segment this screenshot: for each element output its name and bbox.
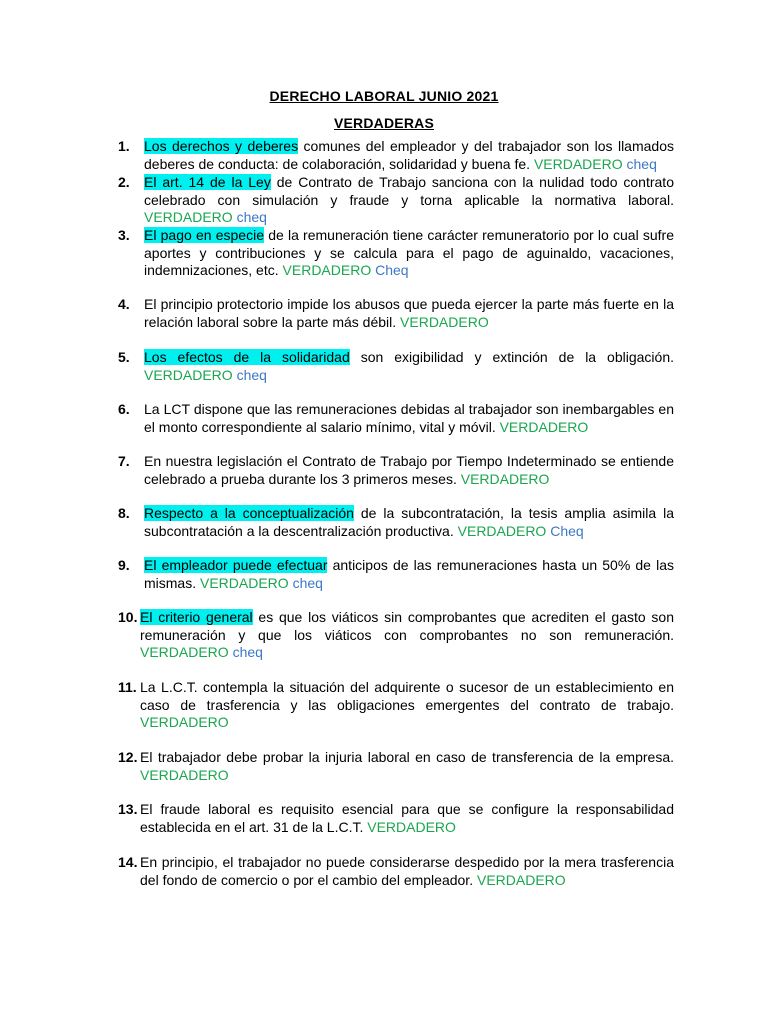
highlighted-text: Los derechos y deberes — [144, 138, 299, 154]
item-number: 2. — [118, 174, 130, 190]
item-text: La L.C.T. contempla la situación del adquirente o sucesor de un establecimiento en caso de trasferencia y las obligaciones emergentes del contrato de trabajo. — [140, 679, 674, 713]
item-text: En principio, el trabajador no puede considerarse despedido por la mera trasferencia del fondo de comercio o por el cambio del empleador. — [140, 854, 674, 888]
item-text: de la remuneración tiene carácter remuneratorio por lo cual sufre aportes y contribuciones y se calcula para el pago de aguinaldo, vacaciones, indemnizaciones, etc. — [144, 227, 675, 279]
item-number: 7. — [118, 453, 130, 469]
item-number: 5. — [118, 349, 130, 365]
list-item — [118, 609, 674, 662]
answer-label: VERDADERO — [282, 262, 372, 279]
item-number: 6. — [118, 401, 130, 417]
list-item — [118, 296, 674, 331]
check-note: cheq — [232, 209, 267, 226]
list-item — [118, 557, 674, 592]
highlighted-text: Respecto a la conceptualización — [144, 505, 354, 521]
item-text: La LCT dispone que las remuneraciones debidas al trabajador son inembargables en el monto correspondiente al salario mínimo, vital y móvil. — [144, 401, 674, 435]
answer-label: VERDADERO — [499, 418, 589, 435]
list-item — [118, 349, 674, 384]
check-note: cheq — [288, 574, 323, 591]
highlighted-text: Los efectos de la solidaridad — [144, 349, 350, 365]
check-note: cheq — [232, 366, 267, 383]
item-text: El principio protectorio impide los abusos que pueda ejercer la parte más fuerte en la relación laboral sobre la parte más débil. — [144, 296, 674, 330]
item-text: de Contrato de Trabajo sanciona con la nulidad todo contrato celebrado con simulación y fraude y torna aplicable la normativa laboral. — [144, 174, 674, 208]
section-heading: VERDADERAS — [333, 115, 434, 131]
document-title: DERECHO LABORAL JUNIO 2021 — [269, 88, 499, 104]
answer-label: VERDADERO — [140, 714, 229, 731]
answer-label: VERDADERO — [457, 522, 547, 539]
item-text: son exigibilidad y extinción de la obligación. — [349, 349, 674, 365]
check-note: Cheq — [546, 522, 584, 539]
list-item — [118, 174, 674, 227]
item-number: 4. — [118, 296, 130, 312]
answer-label: VERDADERO — [460, 470, 550, 487]
item-number: 11. — [118, 679, 137, 695]
answer-label: VERDADERO — [533, 155, 623, 172]
item-text: En nuestra legislación el Contrato de Trabajo por Tiempo Indeterminado se entiende celebrado a prueba durante los 3 primeros meses. — [144, 453, 674, 487]
list-item — [118, 227, 674, 280]
check-note: Cheq — [371, 262, 409, 279]
answer-label: VERDADERO — [140, 766, 229, 783]
highlighted-text: El pago en especie — [144, 227, 264, 243]
answer-label: VERDADERO — [144, 209, 233, 226]
check-note: cheq — [622, 155, 657, 172]
item-number: 13. — [118, 801, 138, 817]
highlighted-text: El criterio general — [140, 609, 253, 625]
highlighted-text: El art. 14 de la Ley — [144, 174, 271, 190]
item-text: El trabajador debe probar la injuria laboral en caso de transferencia de la empresa. — [140, 749, 674, 765]
list-item — [118, 854, 674, 889]
answer-label: VERDADERO — [144, 366, 233, 383]
highlighted-text: El empleador puede efectuar — [144, 557, 328, 573]
item-number: 12. — [118, 749, 138, 765]
answer-label: VERDADERO — [367, 818, 456, 835]
list-item — [118, 505, 674, 540]
list-item — [118, 401, 674, 436]
check-note: cheq — [228, 644, 263, 661]
item-number: 9. — [118, 557, 130, 573]
answer-label: VERDADERO — [400, 313, 489, 330]
answer-label: VERDADERO — [140, 644, 229, 661]
item-text: es que los viáticos sin comprobantes que acrediten el gasto son remuneración y que los viáticos con comprobantes no son remuneración. — [140, 609, 674, 643]
list-item — [118, 679, 674, 732]
item-number: 1. — [118, 138, 130, 154]
list-item — [118, 749, 674, 784]
item-text: El fraude laboral es requisito esencial para que se configure la responsabilidad establecida en el art. 31 de la L.C.T. — [140, 801, 674, 835]
item-number: 10. — [118, 609, 138, 625]
list-item — [118, 453, 674, 488]
list-item — [118, 801, 674, 836]
answer-label: VERDADERO — [476, 871, 566, 888]
item-number: 3. — [118, 227, 130, 243]
list-item — [118, 138, 674, 173]
item-number: 14. — [118, 854, 138, 870]
item-number: 8. — [118, 505, 130, 521]
item-text: de la subcontratación, la tesis amplia asimila la subcontratación a la descentralización productiva. — [144, 505, 675, 539]
item-text: anticipos de las remuneraciones hasta un 50% de las mismas. — [144, 557, 674, 591]
answer-label: VERDADERO — [200, 574, 289, 591]
item-text: comunes del empleador y del trabajador son los llamados deberes de conducta: de colaboración, solidaridad y buena fe. — [144, 138, 674, 172]
